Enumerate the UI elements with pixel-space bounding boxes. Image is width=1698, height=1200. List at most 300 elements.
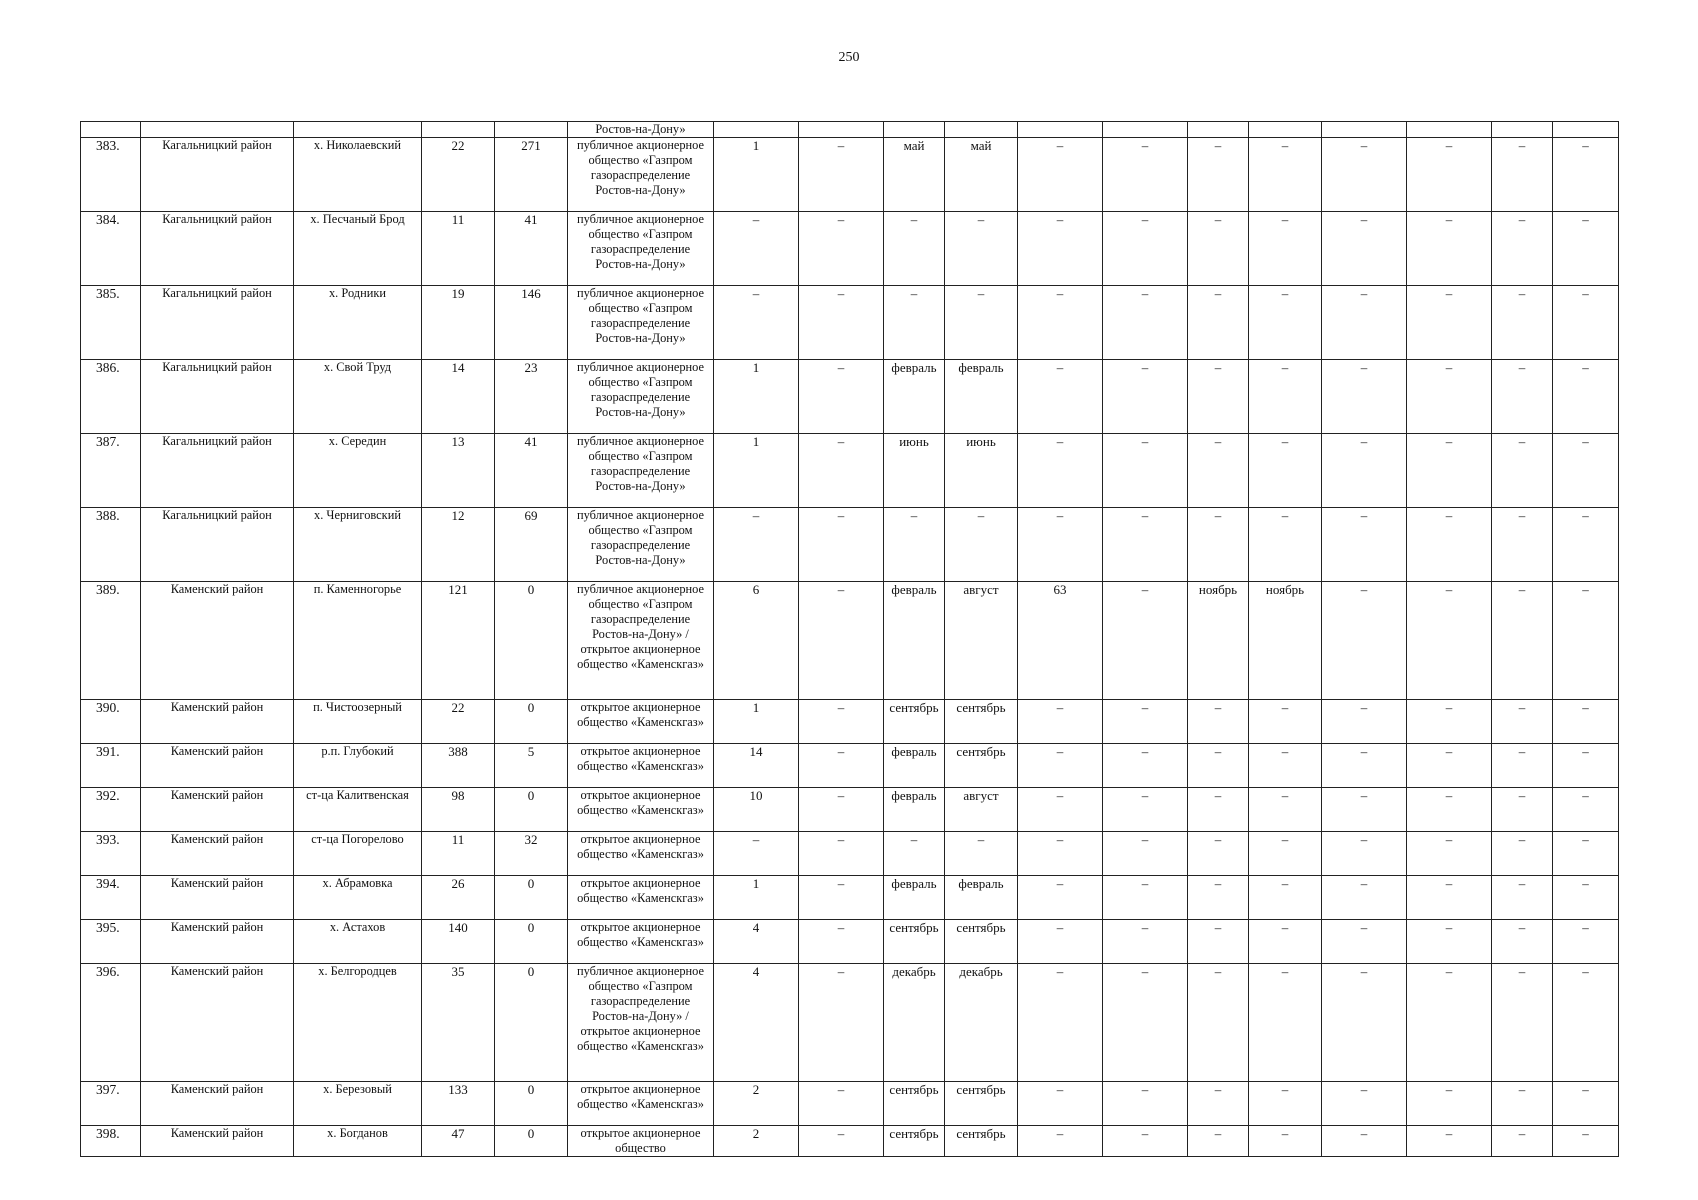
table-row [81, 700, 1619, 744]
value-col-4: 14 [422, 360, 495, 434]
table-row [81, 788, 1619, 832]
value-col-8: – [799, 920, 884, 964]
value-col-4: 11 [422, 832, 495, 876]
value-col-10: сентябрь [945, 1126, 1018, 1157]
value-col-18: – [1553, 700, 1619, 744]
district: Каменский район [141, 832, 294, 876]
value-col-4: 22 [422, 138, 495, 212]
value-col-14: – [1249, 744, 1322, 788]
district: Каменский район [141, 964, 294, 1082]
value-col-16: – [1407, 360, 1492, 434]
value-col-14: – [1249, 1082, 1322, 1126]
value-col-16: – [1407, 286, 1492, 360]
value-col-17: – [1492, 876, 1553, 920]
value-col-5: 5 [495, 744, 568, 788]
value-col-7: 4 [714, 964, 799, 1082]
value-col-17: – [1492, 744, 1553, 788]
table-row [81, 508, 1619, 582]
empty-cell [1407, 122, 1492, 138]
organization: Ростов-на-Дону» [568, 122, 714, 138]
value-col-5: 0 [495, 582, 568, 700]
value-col-16: – [1407, 434, 1492, 508]
value-col-10: – [945, 508, 1018, 582]
value-col-17: – [1492, 286, 1553, 360]
value-col-11: – [1018, 286, 1103, 360]
value-col-10: декабрь [945, 964, 1018, 1082]
table-row [81, 434, 1619, 508]
value-col-4: 12 [422, 508, 495, 582]
empty-cell [294, 122, 422, 138]
value-col-18: – [1553, 138, 1619, 212]
value-col-13: – [1188, 964, 1249, 1082]
table-row [81, 920, 1619, 964]
empty-cell [1249, 122, 1322, 138]
value-col-15: – [1322, 832, 1407, 876]
value-col-8: – [799, 434, 884, 508]
value-col-5: 0 [495, 1082, 568, 1126]
value-col-15: – [1322, 788, 1407, 832]
value-col-14: – [1249, 360, 1322, 434]
value-col-7: 2 [714, 1126, 799, 1157]
value-col-10: август [945, 788, 1018, 832]
value-col-10: сентябрь [945, 920, 1018, 964]
value-col-4: 47 [422, 1126, 495, 1157]
settlement-gasification-table [80, 121, 1619, 1157]
value-col-18: – [1553, 360, 1619, 434]
value-col-8: – [799, 1126, 884, 1157]
value-col-13: – [1188, 360, 1249, 434]
value-col-14: – [1249, 964, 1322, 1082]
value-col-13: – [1188, 788, 1249, 832]
table-row [81, 832, 1619, 876]
value-col-10: май [945, 138, 1018, 212]
table-row [81, 1126, 1619, 1157]
value-col-15: – [1322, 700, 1407, 744]
settlement: р.п. Глубокий [294, 744, 422, 788]
value-col-10: – [945, 212, 1018, 286]
value-col-4: 26 [422, 876, 495, 920]
empty-cell [1018, 122, 1103, 138]
row-number: 385. [81, 286, 141, 360]
value-col-13: ноябрь [1188, 582, 1249, 700]
value-col-14: – [1249, 788, 1322, 832]
organization: публичное акционерное общество «Газпром газораспределение Ростов-на-Дону» [568, 360, 714, 434]
value-col-14: – [1249, 138, 1322, 212]
value-col-18: – [1553, 1082, 1619, 1126]
empty-cell [495, 122, 568, 138]
row-number: 389. [81, 582, 141, 700]
value-col-5: 0 [495, 920, 568, 964]
value-col-12: – [1103, 582, 1188, 700]
value-col-9: сентябрь [884, 1126, 945, 1157]
value-col-8: – [799, 964, 884, 1082]
value-col-5: 0 [495, 700, 568, 744]
organization: публичное акционерное общество «Газпром газораспределение Ростов-на-Дону» [568, 508, 714, 582]
row-number: 391. [81, 744, 141, 788]
value-col-4: 11 [422, 212, 495, 286]
value-col-16: – [1407, 212, 1492, 286]
value-col-10: июнь [945, 434, 1018, 508]
value-col-8: – [799, 700, 884, 744]
value-col-7: – [714, 832, 799, 876]
value-col-13: – [1188, 138, 1249, 212]
value-col-9: – [884, 508, 945, 582]
value-col-4: 98 [422, 788, 495, 832]
value-col-11: – [1018, 1126, 1103, 1157]
value-col-10: сентябрь [945, 700, 1018, 744]
empty-cell [141, 122, 294, 138]
table-row [81, 964, 1619, 1082]
value-col-9: май [884, 138, 945, 212]
value-col-17: – [1492, 1126, 1553, 1157]
value-col-4: 121 [422, 582, 495, 700]
value-col-4: 13 [422, 434, 495, 508]
district: Кагальницкий район [141, 360, 294, 434]
row-number: 398. [81, 1126, 141, 1157]
table-row [81, 360, 1619, 434]
settlement: х. Белгородцев [294, 964, 422, 1082]
empty-cell [1492, 122, 1553, 138]
value-col-4: 140 [422, 920, 495, 964]
organization: публичное акционерное общество «Газпром газораспределение Ростов-на-Дону» [568, 286, 714, 360]
organization: публичное акционерное общество «Газпром газораспределение Ростов-на-Дону» [568, 212, 714, 286]
value-col-9: сентябрь [884, 920, 945, 964]
value-col-9: февраль [884, 876, 945, 920]
value-col-11: – [1018, 832, 1103, 876]
settlement: х. Родники [294, 286, 422, 360]
value-col-12: – [1103, 832, 1188, 876]
row-number: 390. [81, 700, 141, 744]
value-col-11: – [1018, 744, 1103, 788]
value-col-7: 6 [714, 582, 799, 700]
value-col-17: – [1492, 920, 1553, 964]
value-col-8: – [799, 286, 884, 360]
settlement: п. Каменногорье [294, 582, 422, 700]
value-col-8: – [799, 1082, 884, 1126]
value-col-4: 35 [422, 964, 495, 1082]
value-col-8: – [799, 832, 884, 876]
value-col-13: – [1188, 286, 1249, 360]
district: Каменский район [141, 920, 294, 964]
value-col-13: – [1188, 508, 1249, 582]
value-col-18: – [1553, 876, 1619, 920]
value-col-12: – [1103, 964, 1188, 1082]
value-col-17: – [1492, 964, 1553, 1082]
value-col-8: – [799, 360, 884, 434]
value-col-5: 23 [495, 360, 568, 434]
value-col-13: – [1188, 700, 1249, 744]
row-number: 387. [81, 434, 141, 508]
value-col-5: 41 [495, 212, 568, 286]
district: Каменский район [141, 700, 294, 744]
value-col-17: – [1492, 788, 1553, 832]
value-col-9: – [884, 832, 945, 876]
value-col-15: – [1322, 1082, 1407, 1126]
value-col-8: – [799, 212, 884, 286]
value-col-16: – [1407, 1126, 1492, 1157]
value-col-4: 22 [422, 700, 495, 744]
settlement: х. Николаевский [294, 138, 422, 212]
organization: открытое акционерное общество «Каменскгаз» [568, 700, 714, 744]
value-col-17: – [1492, 360, 1553, 434]
value-col-17: – [1492, 700, 1553, 744]
value-col-13: – [1188, 920, 1249, 964]
value-col-17: – [1492, 508, 1553, 582]
value-col-10: сентябрь [945, 744, 1018, 788]
district: Каменский район [141, 1082, 294, 1126]
value-col-11: – [1018, 360, 1103, 434]
empty-cell [1322, 122, 1407, 138]
value-col-15: – [1322, 876, 1407, 920]
value-col-14: – [1249, 508, 1322, 582]
value-col-15: – [1322, 434, 1407, 508]
empty-cell [1188, 122, 1249, 138]
value-col-12: – [1103, 138, 1188, 212]
settlement: х. Астахов [294, 920, 422, 964]
value-col-10: – [945, 832, 1018, 876]
value-col-5: 0 [495, 1126, 568, 1157]
empty-cell [1553, 122, 1619, 138]
value-col-7: – [714, 212, 799, 286]
value-col-13: – [1188, 876, 1249, 920]
table-row [81, 582, 1619, 700]
district: Каменский район [141, 582, 294, 700]
value-col-9: декабрь [884, 964, 945, 1082]
value-col-9: февраль [884, 788, 945, 832]
value-col-16: – [1407, 876, 1492, 920]
value-col-7: 1 [714, 138, 799, 212]
settlement: х. Середин [294, 434, 422, 508]
value-col-16: – [1407, 1082, 1492, 1126]
value-col-14: ноябрь [1249, 582, 1322, 700]
value-col-5: 0 [495, 964, 568, 1082]
value-col-18: – [1553, 286, 1619, 360]
value-col-11: – [1018, 434, 1103, 508]
value-col-12: – [1103, 788, 1188, 832]
district: Кагальницкий район [141, 434, 294, 508]
district: Кагальницкий район [141, 212, 294, 286]
row-number: 396. [81, 964, 141, 1082]
value-col-9: – [884, 286, 945, 360]
district: Каменский район [141, 1126, 294, 1157]
value-col-17: – [1492, 582, 1553, 700]
value-col-9: февраль [884, 744, 945, 788]
value-col-7: – [714, 286, 799, 360]
value-col-9: июнь [884, 434, 945, 508]
value-col-17: – [1492, 832, 1553, 876]
table-row [81, 1082, 1619, 1126]
value-col-5: 146 [495, 286, 568, 360]
table-row [81, 744, 1619, 788]
value-col-7: 1 [714, 876, 799, 920]
value-col-16: – [1407, 832, 1492, 876]
value-col-7: 2 [714, 1082, 799, 1126]
organization: открытое акционерное общество «Каменскгаз» [568, 832, 714, 876]
empty-cell [945, 122, 1018, 138]
value-col-8: – [799, 582, 884, 700]
value-col-7: 14 [714, 744, 799, 788]
empty-cell [422, 122, 495, 138]
settlement: х. Черниговский [294, 508, 422, 582]
settlement: х. Березовый [294, 1082, 422, 1126]
value-col-13: – [1188, 212, 1249, 286]
value-col-17: – [1492, 212, 1553, 286]
value-col-17: – [1492, 138, 1553, 212]
value-col-13: – [1188, 1126, 1249, 1157]
value-col-12: – [1103, 700, 1188, 744]
district: Кагальницкий район [141, 138, 294, 212]
value-col-15: – [1322, 1126, 1407, 1157]
value-col-14: – [1249, 832, 1322, 876]
value-col-16: – [1407, 920, 1492, 964]
value-col-18: – [1553, 920, 1619, 964]
value-col-12: – [1103, 508, 1188, 582]
value-col-15: – [1322, 508, 1407, 582]
district: Каменский район [141, 744, 294, 788]
row-number: 386. [81, 360, 141, 434]
value-col-18: – [1553, 964, 1619, 1082]
value-col-16: – [1407, 508, 1492, 582]
value-col-12: – [1103, 920, 1188, 964]
value-col-18: – [1553, 744, 1619, 788]
value-col-11: – [1018, 788, 1103, 832]
row-number: 388. [81, 508, 141, 582]
row-number: 397. [81, 1082, 141, 1126]
value-col-7: 4 [714, 920, 799, 964]
value-col-10: февраль [945, 360, 1018, 434]
value-col-5: 32 [495, 832, 568, 876]
settlement: ст-ца Калитвенская [294, 788, 422, 832]
organization: открытое акционерное общество «Каменскгаз» [568, 876, 714, 920]
value-col-15: – [1322, 286, 1407, 360]
table-row-carry-over [81, 122, 1619, 138]
value-col-4: 19 [422, 286, 495, 360]
value-col-5: 0 [495, 876, 568, 920]
organization: открытое акционерное общество [568, 1126, 714, 1157]
value-col-11: – [1018, 212, 1103, 286]
empty-cell [799, 122, 884, 138]
value-col-8: – [799, 788, 884, 832]
organization: публичное акционерное общество «Газпром газораспределение Ростов-на-Дону» / открытое акционерное общество «Каменскгаз» [568, 582, 714, 700]
empty-cell [884, 122, 945, 138]
value-col-12: – [1103, 744, 1188, 788]
value-col-7: 10 [714, 788, 799, 832]
value-col-4: 133 [422, 1082, 495, 1126]
value-col-7: – [714, 508, 799, 582]
value-col-14: – [1249, 700, 1322, 744]
value-col-13: – [1188, 832, 1249, 876]
value-col-9: февраль [884, 582, 945, 700]
value-col-16: – [1407, 788, 1492, 832]
value-col-5: 69 [495, 508, 568, 582]
value-col-8: – [799, 876, 884, 920]
empty-cell [81, 122, 141, 138]
row-number: 383. [81, 138, 141, 212]
empty-cell [714, 122, 799, 138]
organization: открытое акционерное общество «Каменскгаз» [568, 920, 714, 964]
value-col-11: – [1018, 138, 1103, 212]
value-col-13: – [1188, 744, 1249, 788]
settlement: х. Песчаный Брод [294, 212, 422, 286]
value-col-18: – [1553, 508, 1619, 582]
value-col-15: – [1322, 964, 1407, 1082]
district: Каменский район [141, 788, 294, 832]
settlement: ст-ца Погорелово [294, 832, 422, 876]
value-col-15: – [1322, 920, 1407, 964]
row-number: 384. [81, 212, 141, 286]
value-col-11: – [1018, 700, 1103, 744]
value-col-11: – [1018, 508, 1103, 582]
value-col-5: 271 [495, 138, 568, 212]
value-col-15: – [1322, 360, 1407, 434]
value-col-14: – [1249, 212, 1322, 286]
table-row [81, 138, 1619, 212]
value-col-14: – [1249, 1126, 1322, 1157]
value-col-8: – [799, 138, 884, 212]
value-col-18: – [1553, 582, 1619, 700]
settlement: х. Свой Труд [294, 360, 422, 434]
value-col-16: – [1407, 744, 1492, 788]
value-col-12: – [1103, 286, 1188, 360]
table-row [81, 212, 1619, 286]
table-row [81, 286, 1619, 360]
page-number: 250 [838, 50, 860, 65]
value-col-15: – [1322, 138, 1407, 212]
value-col-16: – [1407, 700, 1492, 744]
value-col-15: – [1322, 744, 1407, 788]
table-row [81, 876, 1619, 920]
value-col-17: – [1492, 1082, 1553, 1126]
value-col-14: – [1249, 920, 1322, 964]
value-col-16: – [1407, 964, 1492, 1082]
value-col-18: – [1553, 434, 1619, 508]
row-number: 394. [81, 876, 141, 920]
value-col-15: – [1322, 212, 1407, 286]
district: Кагальницкий район [141, 508, 294, 582]
value-col-10: сентябрь [945, 1082, 1018, 1126]
value-col-13: – [1188, 1082, 1249, 1126]
district: Каменский район [141, 876, 294, 920]
value-col-7: 1 [714, 360, 799, 434]
settlement: п. Чистоозерный [294, 700, 422, 744]
organization: открытое акционерное общество «Каменскгаз» [568, 744, 714, 788]
value-col-12: – [1103, 876, 1188, 920]
value-col-9: сентябрь [884, 1082, 945, 1126]
value-col-10: февраль [945, 876, 1018, 920]
value-col-18: – [1553, 788, 1619, 832]
empty-cell [1103, 122, 1188, 138]
value-col-4: 388 [422, 744, 495, 788]
value-col-16: – [1407, 138, 1492, 212]
value-col-9: сентябрь [884, 700, 945, 744]
value-col-11: – [1018, 876, 1103, 920]
value-col-7: 1 [714, 700, 799, 744]
value-col-11: – [1018, 964, 1103, 1082]
value-col-18: – [1553, 832, 1619, 876]
value-col-9: – [884, 212, 945, 286]
value-col-16: – [1407, 582, 1492, 700]
value-col-10: август [945, 582, 1018, 700]
value-col-9: февраль [884, 360, 945, 434]
value-col-14: – [1249, 434, 1322, 508]
value-col-18: – [1553, 1126, 1619, 1157]
value-col-7: 1 [714, 434, 799, 508]
value-col-12: – [1103, 1126, 1188, 1157]
value-col-12: – [1103, 1082, 1188, 1126]
value-col-12: – [1103, 360, 1188, 434]
row-number: 392. [81, 788, 141, 832]
district: Кагальницкий район [141, 286, 294, 360]
